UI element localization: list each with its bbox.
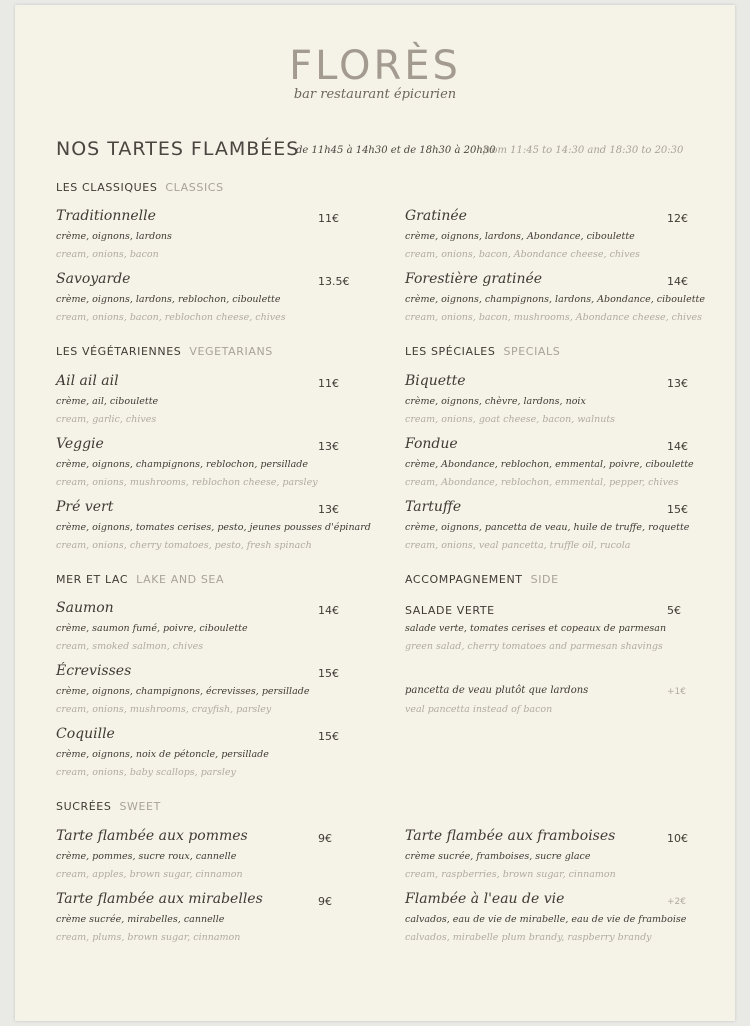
logo: FLORÈS — [289, 43, 461, 89]
item-description: crème, oignons, tomates cerises, pesto, jeunes pousses d'épinard — [56, 522, 371, 533]
item-price: 14€ — [667, 440, 688, 453]
menu-item-pancetta-option: pancetta de veau plutôt que lardons — [405, 685, 589, 696]
item-description: calvados, eau de vie de mirabelle, eau de vie de framboise — [405, 914, 687, 925]
menu-item-tarte-mirabelles: Tarte flambée aux mirabelles — [56, 891, 263, 907]
menu-item-savoyarde: Savoyarde — [56, 271, 131, 287]
item-description-en: cream, onions, mushrooms, crayfish, parsley — [56, 704, 272, 715]
section-title-en: SWEET — [119, 800, 161, 813]
menu-item-tarte-framboises: Tarte flambée aux framboises — [405, 828, 616, 844]
item-price: 13€ — [667, 377, 688, 390]
item-price: 9€ — [318, 832, 332, 845]
section-sucrees — [56, 800, 161, 813]
item-description: crème, Abondance, reblochon, emmental, poivre, ciboulette — [405, 459, 694, 470]
item-price: 5€ — [667, 604, 681, 617]
menu-item-flambee-eau-de-vie: Flambée à l'eau de vie — [405, 891, 565, 907]
item-description-en: cream, onions, veal pancetta, truffle oil, rucola — [405, 540, 631, 551]
item-description: crème, oignons, lardons, Abondance, ciboulette — [405, 231, 635, 242]
menu-item-forestiere: Forestière gratinée — [405, 271, 543, 287]
section-title-en: SPECIALS — [503, 345, 561, 358]
item-description-en: cream, onions, baby scallops, parsley — [56, 767, 236, 778]
menu-item-veggie: Veggie — [56, 436, 104, 452]
section-vegetariennes — [56, 345, 273, 358]
item-description-en: veal pancetta instead of bacon — [405, 704, 553, 715]
item-description: salade verte, tomates cerises et copeaux de parmesan — [405, 623, 667, 634]
item-price: 15€ — [667, 503, 688, 516]
item-description: crème sucrée, framboises, sucre glace — [405, 851, 591, 862]
item-description-en: cream, Abondance, reblochon, emmental, pepper, chives — [405, 477, 679, 488]
hours-fr: de 11h45 à 14h30 et de 18h30 à 20h30 — [296, 145, 496, 156]
item-price: 13.5€ — [318, 275, 350, 288]
item-price: 10€ — [667, 832, 688, 845]
item-price: 11€ — [318, 212, 339, 225]
menu-item-tartuffe: Tartuffe — [405, 499, 462, 515]
item-description-en: cream, onions, bacon — [56, 249, 159, 260]
menu-item-saumon: Saumon — [56, 600, 114, 616]
item-description-en: calvados, mirabelle plum brandy, raspberry brandy — [405, 932, 652, 943]
item-description-en: cream, apples, brown sugar, cinnamon — [56, 869, 243, 880]
item-description: crème, oignons, noix de pétoncle, persillade — [56, 749, 269, 760]
item-description-en: cream, onions, bacon, mushrooms, Abondance cheese, chives — [405, 312, 702, 323]
menu-item-salade-verte: SALADE VERTE — [405, 604, 495, 617]
item-price: 9€ — [318, 895, 332, 908]
item-price: 15€ — [318, 730, 339, 743]
menu-page — [15, 5, 735, 1021]
item-description-en: green salad, cherry tomatoes and parmesan shavings — [405, 641, 663, 652]
item-price: 14€ — [667, 275, 688, 288]
section-title: LES SPÉCIALES — [405, 345, 496, 358]
item-price: 13€ — [318, 440, 339, 453]
menu-item-coquille: Coquille — [56, 726, 115, 742]
menu-item-traditionnelle — [56, 208, 156, 224]
section-title: SUCRÉES — [56, 800, 112, 813]
section-title: LES CLASSIQUES — [56, 181, 158, 194]
item-price: +2€ — [667, 897, 686, 907]
section-title: MER ET LAC — [56, 573, 129, 586]
item-description: crème, oignons, lardons, reblochon, ciboulette — [56, 294, 281, 305]
section-accompagnement — [405, 573, 559, 586]
item-price: 15€ — [318, 667, 339, 680]
hours-en: from 11:45 to 14:30 and 18:30 to 20:30 — [483, 145, 684, 156]
item-description: crème, ail, ciboulette — [56, 396, 159, 407]
item-description-en: cream, plums, brown sugar, cinnamon — [56, 932, 241, 943]
section-title-en: SIDE — [530, 573, 559, 586]
section-mer-et-lac — [56, 573, 224, 586]
item-description: crème, oignons, pancetta de veau, huile de truffe, roquette — [405, 522, 690, 533]
menu-title: NOS TARTES FLAMBÉES — [56, 138, 300, 160]
item-description-en: cream, onions, goat cheese, bacon, walnuts — [405, 414, 616, 425]
section-title-en: CLASSICS — [165, 181, 224, 194]
item-description-en: cream, smoked salmon, chives — [56, 641, 204, 652]
item-description: crème sucrée, mirabelles, cannelle — [56, 914, 225, 925]
item-description: crème, oignons, chèvre, lardons, noix — [405, 396, 586, 407]
item-description-en: cream, onions, cherry tomatoes, pesto, fresh spinach — [56, 540, 312, 551]
section-title-en: VEGETARIANS — [189, 345, 273, 358]
menu-item-pre-vert: Pré vert — [56, 499, 114, 515]
item-price: +1€ — [667, 687, 686, 697]
menu-item-ail: Ail ail ail — [56, 373, 119, 389]
item-price: 12€ — [667, 212, 688, 225]
menu-item-biquette: Biquette — [405, 373, 466, 389]
item-description-en: cream, raspberries, brown sugar, cinnamon — [405, 869, 616, 880]
item-price: 13€ — [318, 503, 339, 516]
item-description: crème, pommes, sucre roux, cannelle — [56, 851, 237, 862]
section-title-en: LAKE AND SEA — [136, 573, 225, 586]
section-title: LES VÉGÉTARIENNES — [56, 345, 182, 358]
section-classiques — [56, 181, 224, 194]
item-description-en: cream, garlic, chives — [56, 414, 157, 425]
item-description: crème, oignons, champignons, écrevisses, persillade — [56, 686, 310, 697]
item-description-en: cream, onions, bacon, Abondance cheese, chives — [405, 249, 640, 260]
item-description-en: cream, onions, mushrooms, reblochon cheese, parsley — [56, 477, 318, 488]
menu-item-tarte-pommes: Tarte flambée aux pommes — [56, 828, 248, 844]
section-title: ACCOMPAGNEMENT — [405, 573, 523, 586]
menu-item-fondue: Fondue — [405, 436, 458, 452]
item-description: crème, oignons, lardons — [56, 231, 172, 242]
item-price: 14€ — [318, 604, 339, 617]
item-price: 11€ — [318, 377, 339, 390]
item-description: crème, oignons, champignons, lardons, Abondance, ciboulette — [405, 294, 705, 305]
tagline: bar restaurant épicurien — [293, 87, 457, 102]
menu-item-gratinee: Gratinée — [405, 208, 467, 224]
item-name: Traditionnelle — [56, 208, 156, 224]
item-description: crème, saumon fumé, poivre, ciboulette — [56, 623, 248, 634]
item-description: crème, oignons, champignons, reblochon, persillade — [56, 459, 308, 470]
item-description-en: cream, onions, bacon, reblochon cheese, chives — [56, 312, 286, 323]
section-speciales — [405, 345, 560, 358]
menu-item-ecrevisses: Écrevisses — [56, 663, 132, 679]
